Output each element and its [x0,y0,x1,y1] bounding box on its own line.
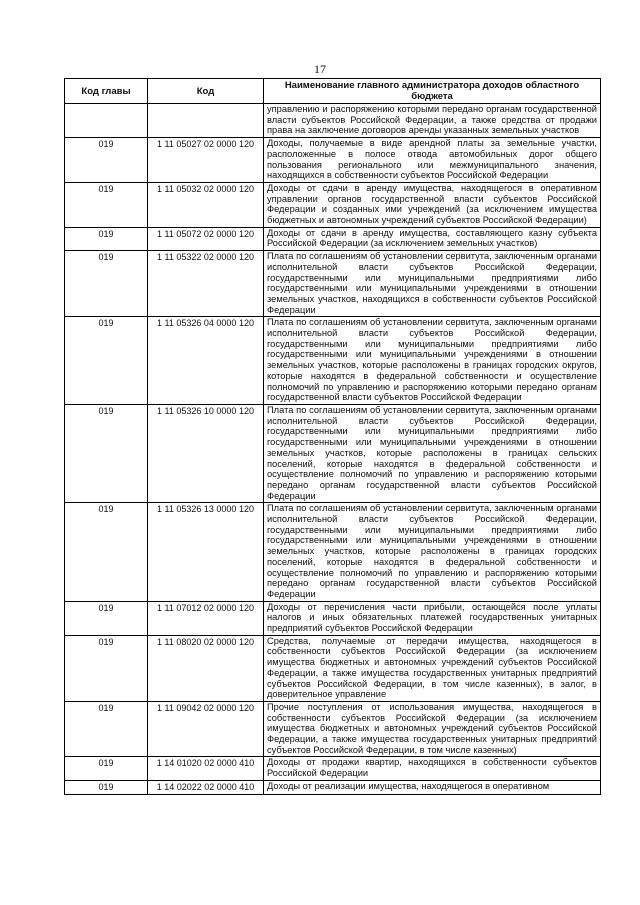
revenue-name-cell: Плата по соглашениям об установлении сервитута, заключенным органами исполнительной власти субъектов Российской Федерации, государственными или муниципальными предприятиями либо государственными или муниципальными учреждениями в отношении земельных участков, находящихся в собственности субъектов Российской Федерации [264,251,601,317]
table-row [65,601,601,635]
revenue-name-cell: управлению и распоряжению которыми передано органам государственной власти субъектов Российской Федерации, а также средства от продажи права на заключение договоров аренды указанных земельных участков [264,104,601,138]
revenue-name-cell: Плата по соглашениям об установлении сервитута, заключенным органами исполнительной власти субъектов Российской Федерации, государственными или муниципальными предприятиями либо государственными или муниципальными учреждениями в отношении земельных участков, которые расположены в границах сельских поселений, которые находятся в федеральной собственности и осуществление полномочий по управлению и распоряжению которыми передано органам государственной власти субъектов Российской Федерации [264,404,601,502]
table-row [65,404,601,502]
table-row [65,635,601,701]
revenue-code-cell: 1 14 01020 02 0000 410 [148,757,264,780]
table-row [65,757,601,780]
chapter-code-cell: 019 [65,601,148,635]
page-number: 17 [314,62,326,76]
table-row [65,251,601,317]
table-body [65,104,601,795]
table-row [65,780,601,794]
revenue-code-cell: 1 11 05326 13 0000 120 [148,503,264,601]
revenue-code-cell: 1 11 08020 02 0000 120 [148,635,264,701]
header-code: Код [148,79,264,104]
table-row [65,182,601,227]
revenue-name-cell: Прочие поступления от использования имущества, находящегося в собственности субъектов Российской Федерации (за исключением имущества бюджетных и автономных учреждений субъектов Российской Федерации, а также имущества государственных унитарных предприятий субъектов Российской Федерации, в том числе казенных) [264,701,601,757]
header-chapter-code: Код главы [65,79,148,104]
revenue-code-cell [148,104,264,138]
revenue-code-cell: 1 11 05027 02 0000 120 [148,138,264,183]
revenue-code-cell: 1 11 09042 02 0000 120 [148,701,264,757]
revenue-name-cell: Доходы, получаемые в виде арендной платы за земельные участки, расположенные в полосе отвода автомобильных дорог общего пользования регионального или межмуниципального значения, находящихся в собственности субъектов Российской Федерации [264,138,601,183]
revenue-name-cell: Плата по соглашениям об установлении сервитута, заключенным органами исполнительной власти субъектов Российской Федерации, государственными или муниципальными предприятиями либо государственными или муниципальными учреждениями в отношении земельных участков, которые расположены в границах городских поселений, которые находятся в федеральной собственности и осуществление полномочий по управлению и распоряжению которыми передано органам государственной власти субъектов Российской Федерации [264,503,601,601]
revenue-code-cell: 1 11 07012 02 0000 120 [148,601,264,635]
revenue-code-cell: 1 11 05032 02 0000 120 [148,182,264,227]
revenue-name-cell: Плата по соглашениям об установлении сервитута, заключенным органами исполнительной власти субъектов Российской Федерации, государственными или муниципальными предприятиями либо государственными или муниципальными учреждениями в отношении земельных участков, которые расположены в границах городских округов, которые находятся в федеральной собственности и осуществление полномочий по управлению и распоряжению которыми передано органам государственной власти субъектов Российской Федерации [264,317,601,405]
revenue-code-cell: 1 11 05322 02 0000 120 [148,251,264,317]
chapter-code-cell: 019 [65,251,148,317]
table-row [65,701,601,757]
table-row [65,227,601,250]
chapter-code-cell: 019 [65,404,148,502]
revenue-code-cell: 1 11 05326 10 0000 120 [148,404,264,502]
chapter-code-cell: 019 [65,701,148,757]
chapter-code-cell: 019 [65,227,148,250]
chapter-code-cell: 019 [65,182,148,227]
revenue-code-cell: 1 11 05072 02 0000 120 [148,227,264,250]
revenue-code-cell: 1 14 02022 02 0000 410 [148,780,264,794]
table-row [65,104,601,138]
revenue-name-cell: Доходы от реализации имущества, находящегося в оперативном [264,780,601,794]
table-row [65,503,601,601]
chapter-code-cell: 019 [65,503,148,601]
chapter-code-cell: 019 [65,780,148,794]
chapter-code-cell: 019 [65,757,148,780]
chapter-code-cell: 019 [65,317,148,405]
revenue-code-cell: 1 11 05326 04 0000 120 [148,317,264,405]
chapter-code-cell [65,104,148,138]
table-header-row [65,79,601,104]
revenue-name-cell: Доходы от сдачи в аренду имущества, составляющего казну субъекта Российской Федерации (за исключением земельных участков) [264,227,601,250]
table-row [65,138,601,183]
chapter-code-cell: 019 [65,138,148,183]
revenue-codes-table [64,78,601,795]
revenue-name-cell: Доходы от продажи квартир, находящихся в собственности субъектов Российской Федерации [264,757,601,780]
revenue-name-cell: Средства, получаемые от передачи имущества, находящегося в собственности субъектов Российской Федерации (за исключением имущества бюджетных и автономных учреждений субъектов Российской Федерации, а также имущества государственных унитарных предприятий субъектов Российской Федерации, в том числе казенных), в залог, в доверительное управление [264,635,601,701]
table-row [65,317,601,405]
revenue-name-cell: Доходы от перечисления части прибыли, остающейся после уплаты налогов и иных обязательных платежей государственных унитарных предприятий субъектов Российской Федерации [264,601,601,635]
header-administrator-name: Наименование главного администратора доходов областного бюджета [264,79,601,104]
chapter-code-cell: 019 [65,635,148,701]
revenue-name-cell: Доходы от сдачи в аренду имущества, находящегося в оперативном управлении органов государственной власти субъектов Российской Федерации и созданных ими учреждений (за исключением имущества бюджетных и автономных учреждений субъектов Российской Федерации) [264,182,601,227]
